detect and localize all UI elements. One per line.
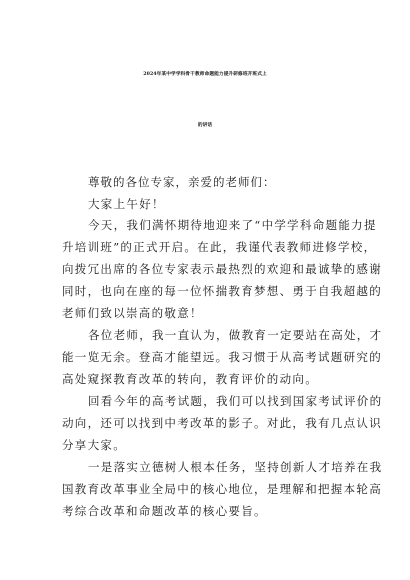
document-title-line-1: 2024年某中学学科骨干教师命题能力提升研修班开班式上 <box>143 72 267 77</box>
body-line: 国教育改革事业全局中的核心地位，是理解和把握本轮高 <box>62 482 382 496</box>
body-line: 高处窥探教育改革的转向，教育评价的动向。 <box>62 372 318 386</box>
greeting: 尊敬的各位专家，亲爱的老师们： <box>88 175 276 189</box>
body-line: 回看今年的高考试题，我们可以找到国家考试评价的 <box>88 394 383 408</box>
body-line: 动向，还可以找到中考改革的影子。对此，我有几点认识 <box>62 416 382 430</box>
body-line: 一是落实立德树人根本任务，坚持创新人才培养在我 <box>88 460 383 474</box>
body-line: 各位老师，我一直认为，做教育一定要站在高处，才 <box>88 328 383 342</box>
body-line: 向拨冗出席的各位专家表示最热烈的欢迎和最诚挚的感谢 <box>62 262 382 276</box>
body-line: 同时，也向在座的每一位怀揣教育梦想、勇于自我超越的 <box>62 284 382 298</box>
body-line: 今天，我们满怀期待地迎来了“中学学科命题能力提 <box>88 218 377 232</box>
body-line: 大家上午好！ <box>88 197 165 211</box>
body-line: 升培训班”的正式开启。在此，我谨代表教师进修学校， <box>62 240 377 254</box>
document-title-line-2: 的讲话 <box>197 123 213 128</box>
body-line: 分享大家。 <box>62 438 126 452</box>
body-line: 老师们致以崇高的敬意！ <box>62 306 203 320</box>
body-line: 能一览无余。登高才能望远。我习惯于从高考试题研究的 <box>62 350 382 364</box>
body-line: 考综合改革和命题改革的核心要旨。 <box>62 504 267 518</box>
